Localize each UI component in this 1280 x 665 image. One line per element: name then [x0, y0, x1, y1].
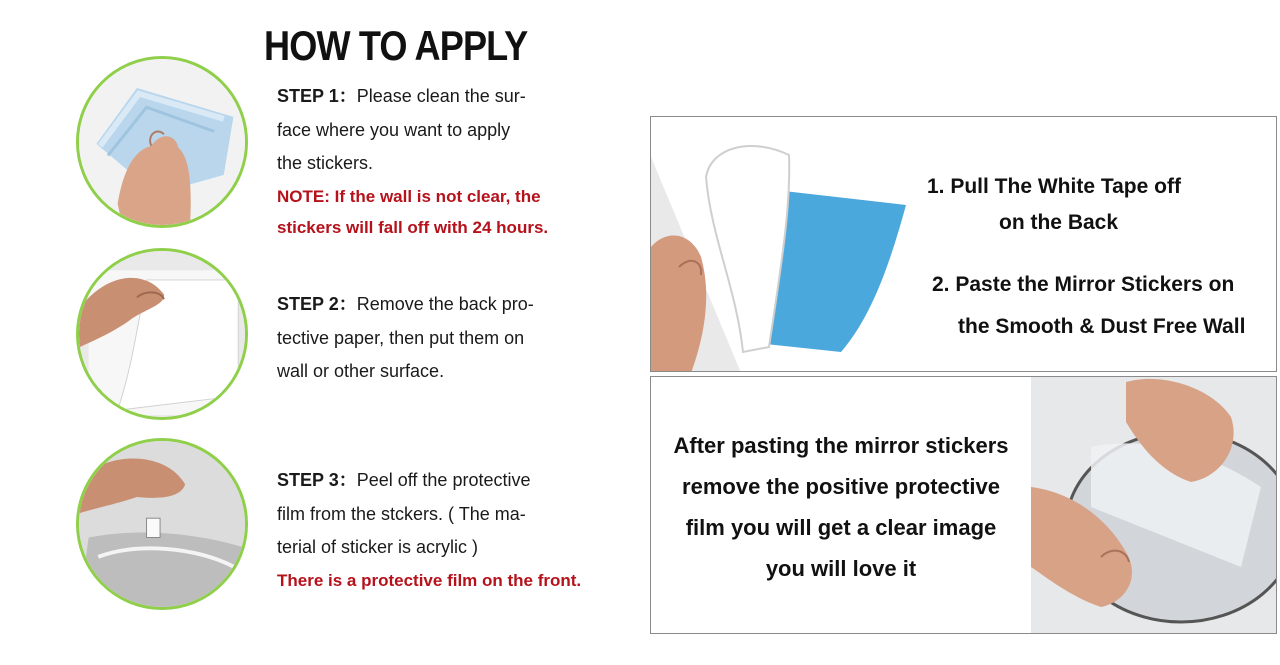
step3-text — [277, 464, 607, 596]
step2-text — [277, 288, 607, 389]
step-pull-tape-cont: on the Back — [999, 211, 1119, 234]
step-paste-stickers-cont: the Smooth & Dust Free Wall — [958, 315, 1246, 338]
step3-label: STEP 3： — [277, 470, 357, 490]
step1-label: STEP 1： — [277, 86, 357, 106]
step3-note: There is a protective film on the front. — [277, 570, 582, 590]
step1-note: NOTE: If the wall is not clear, the — [277, 186, 541, 206]
step1-image-cloth-cleaning — [76, 56, 248, 228]
step2-line: tective paper, then put them on — [277, 327, 525, 348]
step-pull-tape: 1. Pull The White Tape off — [927, 175, 1181, 198]
step1-line: face where you want to apply — [277, 119, 511, 140]
page-title: HOW TO APPLY — [264, 22, 528, 69]
after-pasting-line: film you will get a clear image — [685, 515, 997, 540]
step2-image-peel-paper — [76, 248, 248, 420]
after-pasting-line: remove the positive protective — [682, 474, 1000, 499]
step1-line: Please clean the sur- — [356, 86, 526, 106]
after-pasting-text — [651, 425, 1031, 589]
step2-line: Remove the back pro- — [356, 294, 534, 314]
peel-film-illustration — [79, 441, 245, 607]
step3-image-peel-film — [76, 438, 248, 610]
step1-line: the stickers. — [277, 153, 374, 173]
step2-line: wall or other surface. — [277, 361, 445, 381]
cloth-hand-illustration — [79, 59, 245, 225]
after-pasting-line: After pasting the mirror stickers — [673, 433, 1009, 458]
peel-paper-illustration — [79, 251, 245, 417]
step1-note: stickers will fall off with 24 hours. — [277, 217, 549, 237]
step-paste-stickers: 2. Paste the Mirror Stickers on — [932, 273, 1235, 296]
tape-peel-illustration — [651, 117, 911, 372]
step2-label: STEP 2： — [277, 294, 357, 314]
step3-line: Peel off the protective — [356, 470, 531, 490]
instruction-panel-bottom — [650, 376, 1277, 634]
step3-line: film from the stckers. ( The ma- — [277, 503, 526, 524]
step3-line: terial of sticker is acrylic ) — [277, 537, 479, 557]
instruction-panel-top — [650, 116, 1277, 372]
mirror-film-peel-illustration — [1031, 377, 1277, 633]
after-pasting-line: you will love it — [765, 556, 917, 581]
step1-text — [277, 80, 607, 243]
